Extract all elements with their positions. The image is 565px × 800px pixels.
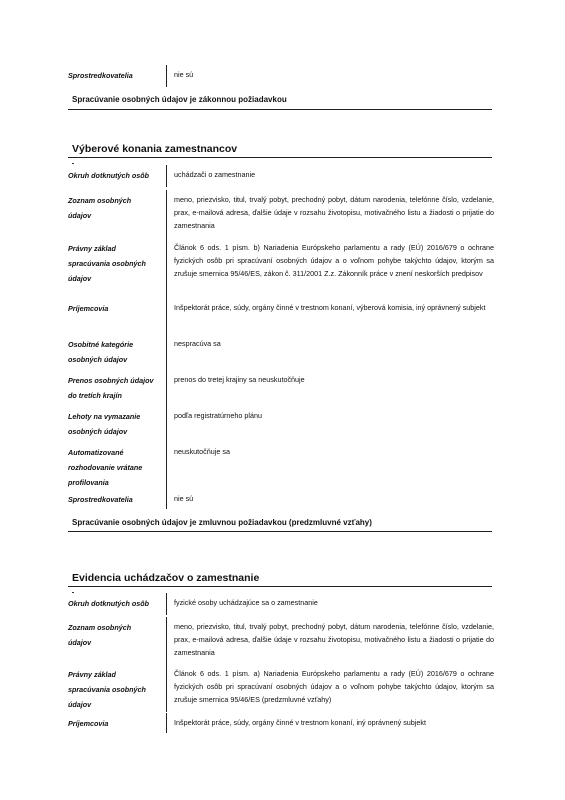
row-divider: [166, 190, 167, 240]
processing-basis-heading: Spracúvanie osobných údajov je zmluvnou požiadavkou (predzmluvné vzťahy): [72, 518, 372, 527]
row-divider: [166, 713, 167, 733]
processing-basis-heading: Spracúvanie osobných údajov je zákonnou požiadavkou: [72, 95, 287, 104]
row-value: uchádzači o zamestnanie: [174, 170, 256, 179]
row-label: Automatizované rozhodovanie vrátane profilovania: [68, 448, 143, 487]
row-value: Článok 6 ods. 1 písm. b) Nariadenia Európskeho parlamentu a rady (EÚ) 2016/679 o ochrane fyzických osôb pri spracúvaní osobných údajov a o voľnom pohybe takýchto údajov, ktorým sa zrušuje smernica 95/46/ES, zákon č. 311/2001 Z.z. Zákonník práce v znení neskorších predpisov: [174, 243, 494, 278]
row-divider: [166, 165, 167, 187]
row-divider: [166, 370, 167, 406]
row-divider: [166, 617, 167, 665]
row-label: Lehoty na vymazanie osobných údajov: [68, 412, 141, 436]
basis-divider: [68, 109, 492, 110]
row-divider: [166, 298, 167, 334]
row-divider: [166, 593, 167, 615]
row-label: Sprostredkovatelia: [68, 495, 133, 504]
section-title: Evidencia uchádzačov o zamestnanie: [72, 572, 260, 584]
row-divider: [166, 238, 167, 298]
row-label: Príjemcovia: [68, 304, 109, 313]
divider-tick: [72, 592, 74, 593]
row-label: Prenos osobných údajov do tretích krajín: [68, 376, 154, 400]
row-divider: [166, 442, 167, 490]
row-label: Sprostredkovatelia: [68, 71, 133, 80]
row-value: podľa registratúrneho plánu: [174, 411, 263, 420]
basis-divider: [68, 531, 492, 532]
row-divider: [166, 334, 167, 370]
row-value: meno, priezvisko, titul, trvalý pobyt, prechodný pobyt, dátum narodenia, telefónne číslo, vzdelanie, prax, e-mailová adresa, ďalšie údaje v rozsahu životopisu, motivačného listu a žiadosti o prijatie do zamestnania: [174, 195, 494, 230]
section-divider: [68, 586, 492, 587]
row-label: Právny základ spracúvania osobných údajov: [68, 670, 146, 709]
divider-tick: [72, 163, 74, 164]
section-divider: [68, 157, 492, 158]
row-label: Právny základ spracúvania osobných údajov: [68, 244, 146, 283]
row-value: fyzické osoby uchádzajúce sa o zamestnanie: [174, 598, 318, 607]
row-value: prenos do tretej krajiny sa neuskutočňuje: [174, 375, 305, 384]
row-divider: [166, 489, 167, 509]
row-label: Zoznam osobných údajov: [68, 196, 132, 220]
row-value: nespracúva sa: [174, 339, 221, 348]
row-divider: [166, 406, 167, 442]
row-label: Okruh dotknutých osôb: [68, 171, 150, 180]
row-value: nie sú: [174, 70, 194, 79]
row-value: neuskutočňuje sa: [174, 447, 230, 456]
row-value: Inšpektorát práce, súdy, orgány činné v trestnom konaní, výberová komisia, iný oprávnený subjekt: [174, 303, 486, 312]
row-value: nie sú: [174, 494, 194, 503]
row-label: Zoznam osobných údajov: [68, 623, 132, 647]
row-label: Osobitné kategórie osobných údajov: [68, 340, 134, 364]
row-value: meno, priezvisko, titul, trvalý pobyt, prechodný pobyt, dátum narodenia, telefónne číslo, vzdelanie, prax, e-mailová adresa, ďalšie údaje v rozsahu životopisu, motivačného listu a žiadosti o prijatie do zamestnania: [174, 622, 494, 657]
row-divider: [166, 65, 167, 87]
row-value: Inšpektorát práce, súdy, orgány činné v trestnom konaní, iný oprávnený subjekt: [174, 718, 426, 727]
row-label: Okruh dotknutých osôb: [68, 599, 150, 608]
row-label: Príjemcovia: [68, 719, 109, 728]
section-title: Výberové konania zamestnancov: [72, 143, 238, 155]
row-value: Článok 6 ods. 1 písm. a) Nariadenia Európskeho parlamentu a rady (EÚ) 2016/679 o ochrane fyzických osôb pri spracúvaní osobných údajov a o voľnom pohybe takýchto údajov, ktorým sa zrušuje smernica 95/46/ES (predzmluvné vzťahy): [174, 669, 494, 704]
row-divider: [166, 664, 167, 712]
